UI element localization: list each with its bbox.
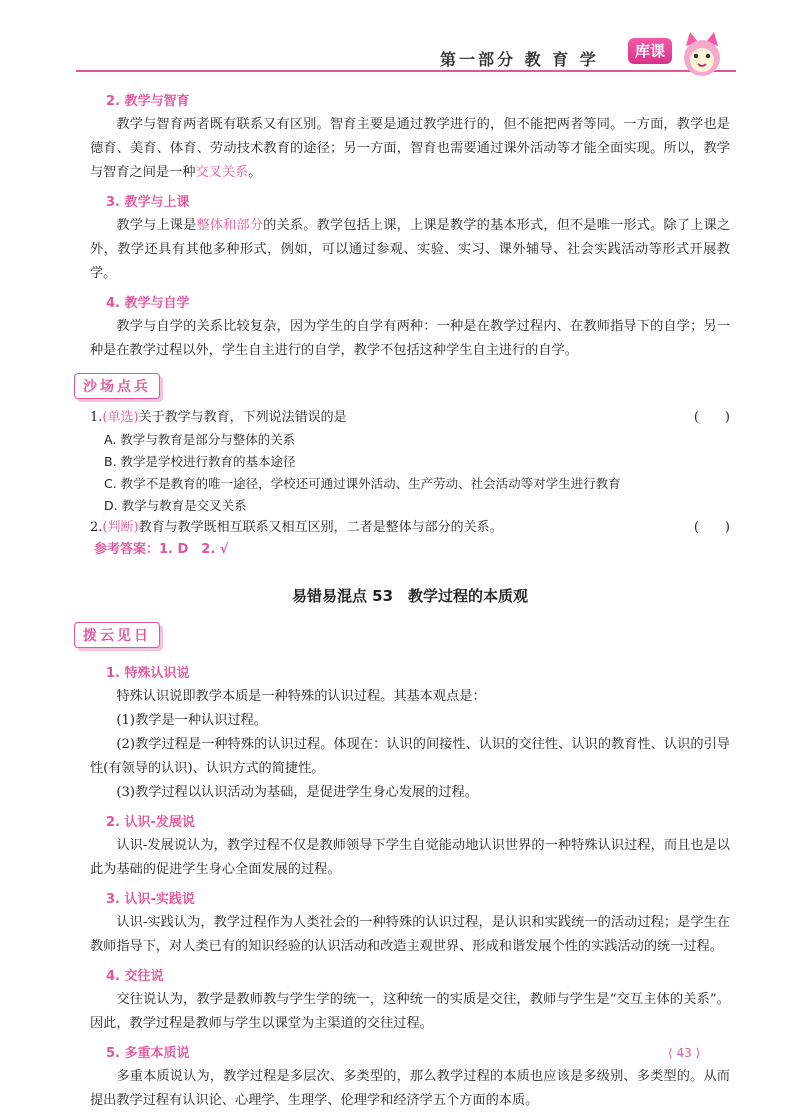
- paragraph-communication: 交往说认为，教学是教师教与学生学的统一，这种统一的实质是交往，教师与学生是“交互主体的关系”。因此，教学过程是教师与学生以课堂为主渠道的交往过程。: [90, 992, 730, 1031]
- paragraph-cognition-practice: 认识-实践认为，教学过程作为人类社会的一种特殊的认识过程，是认识和实践统一的活动过程；是学生在教师指导下，对人类已有的知识经验的认识活动和改造主观世界、形成和谐发展个性的实践活动的统一过程。: [90, 915, 730, 954]
- heading-communication: 4. 交往说: [106, 969, 164, 984]
- heading-teaching-class: 3. 教学与上课: [106, 195, 190, 210]
- heading-cognition-development: 2. 认识-发展说: [106, 815, 195, 830]
- mascot-icon: [676, 28, 728, 80]
- paragraph-cognition-development: 认识-发展说认为，教学过程不仅是教师领导下学生自觉能动地认识世界的一种特殊认识过程，而且也是以此为基础的促进学生身心全面发展的过程。: [90, 838, 730, 877]
- highlight-cross-relation: 交叉关系: [195, 165, 249, 180]
- point-3: (3)教学过程以认识活动为基础，是促进学生身心发展的过程。: [116, 785, 478, 800]
- option-b: B. 教学是学校进行教育的基本途径: [104, 454, 296, 469]
- page-number-bracket-right: ⟩: [691, 1046, 701, 1060]
- practice-badge: 沙场点兵: [74, 373, 160, 399]
- question-2: [90, 517, 730, 539]
- question-type-tag: (判断): [102, 520, 139, 535]
- text: 。: [248, 165, 262, 180]
- answer-blank: ( ): [693, 410, 730, 425]
- running-header: 第一部分 教 育 学: [440, 50, 599, 69]
- question-type-tag: (单选): [102, 410, 139, 425]
- page-number-value: 43: [676, 1046, 692, 1060]
- question-1: [90, 407, 730, 429]
- point-2: (2)教学过程是一种特殊的认识过程。体现在：认识的间接性、认识的交往性、认识的教育性、认识的引导性(有领导的认识)、认识方式的简捷性。: [90, 737, 730, 776]
- heading-special-cognition: 1. 特殊认识说: [106, 666, 190, 681]
- paragraph-teaching-class: [90, 214, 730, 286]
- option-c: C. 教学不是教育的唯一途径，学校还可通过课外活动、生产劳动、社会活动等对学生进行教育: [104, 476, 621, 491]
- reference-answer: 参考答案：1. D 2. √: [94, 542, 229, 557]
- point-1: (1)教学是一种认识过程。: [116, 713, 267, 728]
- question-text: 教育与教学既相互联系又相互区别，二者是整体与部分的关系。: [138, 520, 503, 535]
- paragraph-multiple-essence: 多重本质说认为，教学过程是多层次、多类型的，那么教学过程的本质也应该是多级别、多类型的。从而提出教学过程有认识论、心理学、生理学、伦理学和经济学五个方面的本质。: [90, 1069, 730, 1108]
- heading-teaching-selfstudy: 4. 教学与自学: [106, 296, 190, 311]
- paragraph-teaching-selfstudy: 教学与自学的关系比较复杂，因为学生的自学有两种：一种是在教学过程内、在教师指导下的自学；另一种是在教学过程以外，学生自主进行的自学，教学不包括这种学生自主进行的自学。: [90, 319, 730, 358]
- clarify-badge: 拨云见日: [74, 622, 160, 648]
- highlight-whole-part: 整体和部分: [196, 218, 264, 233]
- heading-teaching-intellectual: 2. 教学与智育: [106, 94, 190, 109]
- answer-blank: ( ): [693, 520, 730, 535]
- paragraph-special-cognition: 特殊认识说即教学本质是一种特殊的认识过程。其基本观点是：: [116, 689, 486, 704]
- text: 教学与智育两者既有联系又有区别。智育主要是通过教学进行的，但不能把两者等同。一方面，教学也是德育、美育、体育、劳动技术教育的途径；另一方面，智育也需要通过课外活动等才能全面实现。所以，教学与智育之间是一种: [90, 117, 730, 180]
- question-number: 2.: [90, 520, 103, 535]
- option-d: D. 教学与教育是交叉关系: [104, 498, 247, 513]
- header-rule: [76, 70, 736, 72]
- question-text: 关于教学与教育，下列说法错误的是: [138, 410, 347, 425]
- paragraph-teaching-intellectual: [90, 113, 730, 185]
- page-number: [668, 1046, 700, 1060]
- question-number: 1.: [90, 410, 103, 425]
- text: 教学与上课是: [116, 218, 197, 233]
- option-a: A. 教学与教育是部分与整体的关系: [104, 432, 296, 447]
- text: 的关系。教学包括上课，上课是教学的基本形式，但不是唯一形式。除了上课之外，教学还具有其他多种形式，例如，可以通过参观、实验、实习、课外辅导、社会实践活动等形式开展教学。: [90, 218, 731, 281]
- section-title: 易错易混点 53 教学过程的本质观: [291, 587, 529, 605]
- heading-multiple-essence: 5. 多重本质说: [106, 1046, 190, 1061]
- heading-cognition-practice: 3. 认识-实践说: [106, 892, 195, 907]
- page-content: [83, 84, 731, 1113]
- page-number-bracket-left: ⟨: [668, 1046, 677, 1060]
- brand-logo: 库课: [628, 38, 672, 64]
